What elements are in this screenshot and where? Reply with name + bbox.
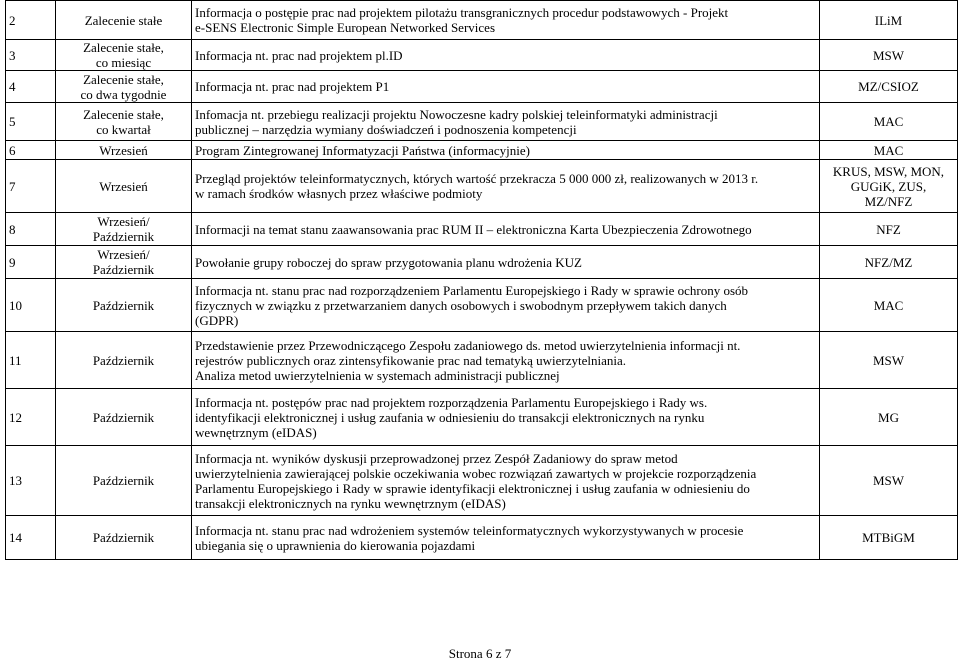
row-number: 9	[6, 246, 56, 279]
topic-cell-line: (GDPR)	[195, 312, 239, 328]
topic-cell-line: publicznej – narzędzia wymiany doświadczeń i podnoszenia kompetencji	[195, 121, 577, 137]
topic-cell	[192, 160, 820, 213]
deadline-cell-line: Październik	[92, 409, 155, 425]
deadline-cell	[56, 446, 192, 516]
deadline-cell	[56, 516, 192, 560]
responsible-cell-line: MSW	[872, 352, 905, 368]
topic-cell-line: Przedstawienie przez Przewodniczącego Zespołu zadaniowego ds. metod uwierzytelnienia informacji nt.	[195, 337, 741, 353]
deadline-cell	[56, 1, 192, 40]
deadline-cell-line: Zalecenie stałe,	[83, 71, 164, 87]
responsible-cell	[820, 141, 958, 160]
responsible-cell	[820, 389, 958, 446]
topic-cell-line: ubiegania się o uprawnienia do kierowania pojazdami	[195, 537, 476, 553]
table-row	[6, 516, 958, 560]
deadline-cell-line: Zalecenie stałe,	[83, 40, 164, 55]
responsible-cell	[820, 160, 958, 213]
responsible-cell-line: GUGiK, ZUS,	[850, 178, 927, 194]
deadline-cell-line: Październik	[92, 262, 155, 277]
topic-cell	[192, 40, 820, 71]
deadline-cell-line: co dwa tygodnie	[80, 86, 167, 102]
responsible-cell-line: MAC	[873, 297, 904, 313]
deadline-cell	[56, 246, 192, 279]
topic-cell-line: transakcji elektronicznych na rynku wewnętrznym (eIDAS)	[195, 495, 506, 511]
deadline-cell	[56, 213, 192, 246]
deadline-cell-line: Październik	[92, 530, 155, 545]
deadline-cell-line: Zalecenie stałe	[84, 12, 163, 28]
deadline-cell-line: Październik	[92, 473, 155, 488]
responsible-cell-line: NFZ/MZ	[864, 254, 913, 270]
responsible-cell-line: KRUS, MSW, MON,	[832, 163, 945, 179]
row-number: 6	[6, 141, 56, 160]
topic-cell-line: Informacja nt. stanu prac nad wdrożeniem systemów teleinformatycznych wykorzystywanych w procesie	[195, 522, 744, 538]
topic-cell	[192, 213, 820, 246]
topic-cell-line: Informacji na temat stanu zaawansowania prac RUM II – elektroniczna Karta Ubezpieczenia Zdrowotnego	[195, 221, 752, 237]
responsible-cell-line: MAC	[873, 142, 904, 158]
responsible-cell-line: NFZ	[876, 221, 901, 237]
topic-cell-line: Parlamentu Europejskiego i Rady w sprawie identyfikacji elektronicznej i usług zaufania w odniesieniu do	[195, 480, 750, 496]
deadline-cell-line: Październik	[92, 229, 155, 244]
responsible-cell	[820, 279, 958, 332]
deadline-cell	[56, 40, 192, 71]
responsible-cell	[820, 103, 958, 141]
responsible-cell-line: ILiM	[874, 12, 903, 28]
topic-cell	[192, 279, 820, 332]
topic-cell-line: Informacja nt. stanu prac nad rozporządzeniem Parlamentu Europejskiego i Rady w sprawie ochrony osób	[195, 282, 749, 298]
topic-cell-line: Informacja nt. prac nad projektem pl.ID	[195, 47, 403, 63]
responsible-cell-line: MTBiGM	[862, 530, 915, 545]
responsible-cell	[820, 446, 958, 516]
responsible-cell	[820, 516, 958, 560]
table-row	[6, 160, 958, 213]
responsible-cell-line: MSW	[872, 47, 905, 63]
responsible-cell	[820, 40, 958, 71]
agenda-table	[5, 0, 958, 560]
responsible-cell-line: MZ/NFZ	[864, 193, 913, 209]
topic-cell	[192, 71, 820, 103]
responsible-cell-line: MAC	[873, 114, 904, 129]
row-number: 13	[6, 446, 56, 516]
table-row	[6, 332, 958, 389]
deadline-cell-line: Wrzesień/	[97, 247, 150, 262]
deadline-cell	[56, 160, 192, 213]
agenda-table-body	[6, 1, 958, 560]
topic-cell	[192, 1, 820, 40]
responsible-cell-line: MZ/CSIOZ	[858, 79, 919, 94]
topic-cell	[192, 332, 820, 389]
responsible-cell	[820, 246, 958, 279]
responsible-cell-line: MG	[878, 409, 899, 425]
table-row	[6, 246, 958, 279]
topic-cell-line: uwierzytelnienia zawierającej polskie oczekiwania wobec rozwiązań zawartych w projekcie rozporządzenia	[195, 465, 757, 481]
table-row	[6, 446, 958, 516]
topic-cell-line: Informacja nt. prac nad projektem P1	[195, 79, 390, 94]
deadline-cell	[56, 71, 192, 103]
responsible-cell	[820, 213, 958, 246]
deadline-cell-line: co miesiąc	[95, 55, 152, 70]
responsible-cell	[820, 1, 958, 40]
topic-cell	[192, 446, 820, 516]
deadline-cell	[56, 103, 192, 141]
deadline-cell-line: Wrzesień	[99, 142, 148, 158]
deadline-cell	[56, 332, 192, 389]
table-row	[6, 71, 958, 103]
topic-cell-line: Informacja o postępie prac nad projektem pilotażu transgranicznych procedur podstawowych - Projekt	[195, 5, 729, 20]
topic-cell-line: e-SENS Electronic Simple European Networked Services	[195, 20, 495, 35]
deadline-cell-line: Październik	[92, 297, 155, 313]
topic-cell-line: Informacja nt. postępów prac nad projektem rozporządzenia Parlamentu Europejskiego i Rady ws.	[195, 394, 708, 410]
table-row	[6, 279, 958, 332]
row-number: 12	[6, 389, 56, 446]
row-number: 14	[6, 516, 56, 560]
topic-cell-line: w ramach środków własnych przez właściwe podmioty	[195, 186, 483, 201]
topic-cell-line: Analiza metod uwierzytelnienia w systemach administracji publicznej	[195, 367, 560, 383]
deadline-cell-line: co kwartał	[96, 121, 151, 137]
topic-cell	[192, 246, 820, 279]
topic-cell-line: rejestrów publicznych oraz zintensyfikowanie prac nad tematyką uwierzytelniania.	[195, 352, 626, 368]
topic-cell	[192, 103, 820, 141]
topic-cell-line: Przegląd projektów teleinformatycznych, których wartość przekracza 5 000 000 zł, realizowanych w 2013 r.	[195, 171, 759, 186]
row-number: 5	[6, 103, 56, 141]
topic-cell-line: Infomacja nt. przebiegu realizacji projektu Nowoczesne kadry polskiej teleinformatyki administracji	[195, 106, 718, 122]
table-row	[6, 389, 958, 446]
row-number: 4	[6, 71, 56, 103]
row-number: 11	[6, 332, 56, 389]
deadline-cell-line: Październik	[92, 352, 155, 368]
deadline-cell-line: Zalecenie stałe,	[83, 106, 164, 122]
topic-cell-line: Informacja nt. wyników dyskusji przeprowadzonej przez Zespół Zadaniowy do spraw metod	[195, 450, 678, 466]
deadline-cell	[56, 279, 192, 332]
responsible-cell	[820, 71, 958, 103]
deadline-cell-line: Wrzesień	[99, 178, 148, 194]
table-row	[6, 103, 958, 141]
responsible-cell-line: MSW	[872, 473, 905, 488]
row-number: 7	[6, 160, 56, 213]
row-number: 2	[6, 1, 56, 40]
row-number: 10	[6, 279, 56, 332]
topic-cell-line: Powołanie grupy roboczej do spraw przygotowania planu wdrożenia KUZ	[195, 254, 582, 270]
page-footer: Strona 6 z 7	[448, 646, 512, 661]
topic-cell-line: identyfikacji elektronicznej i usług zaufania w odniesieniu do transakcji elektronicznych na rynku	[195, 409, 705, 425]
table-row	[6, 40, 958, 71]
deadline-cell	[56, 141, 192, 160]
deadline-cell-line: Wrzesień/	[97, 214, 150, 229]
deadline-cell	[56, 389, 192, 446]
table-row	[6, 213, 958, 246]
responsible-cell	[820, 332, 958, 389]
topic-cell	[192, 141, 820, 160]
row-number: 3	[6, 40, 56, 71]
table-row	[6, 141, 958, 160]
table-row	[6, 1, 958, 40]
topic-cell	[192, 389, 820, 446]
topic-cell	[192, 516, 820, 560]
topic-cell-line: wewnętrznym (eIDAS)	[195, 424, 317, 440]
row-number: 8	[6, 213, 56, 246]
topic-cell-line: fizycznych w związku z przetwarzaniem danych osobowych i swobodnym przepływem takich danych	[195, 297, 727, 313]
topic-cell-line: Program Zintegrowanej Informatyzacji Państwa (informacyjnie)	[195, 142, 530, 158]
